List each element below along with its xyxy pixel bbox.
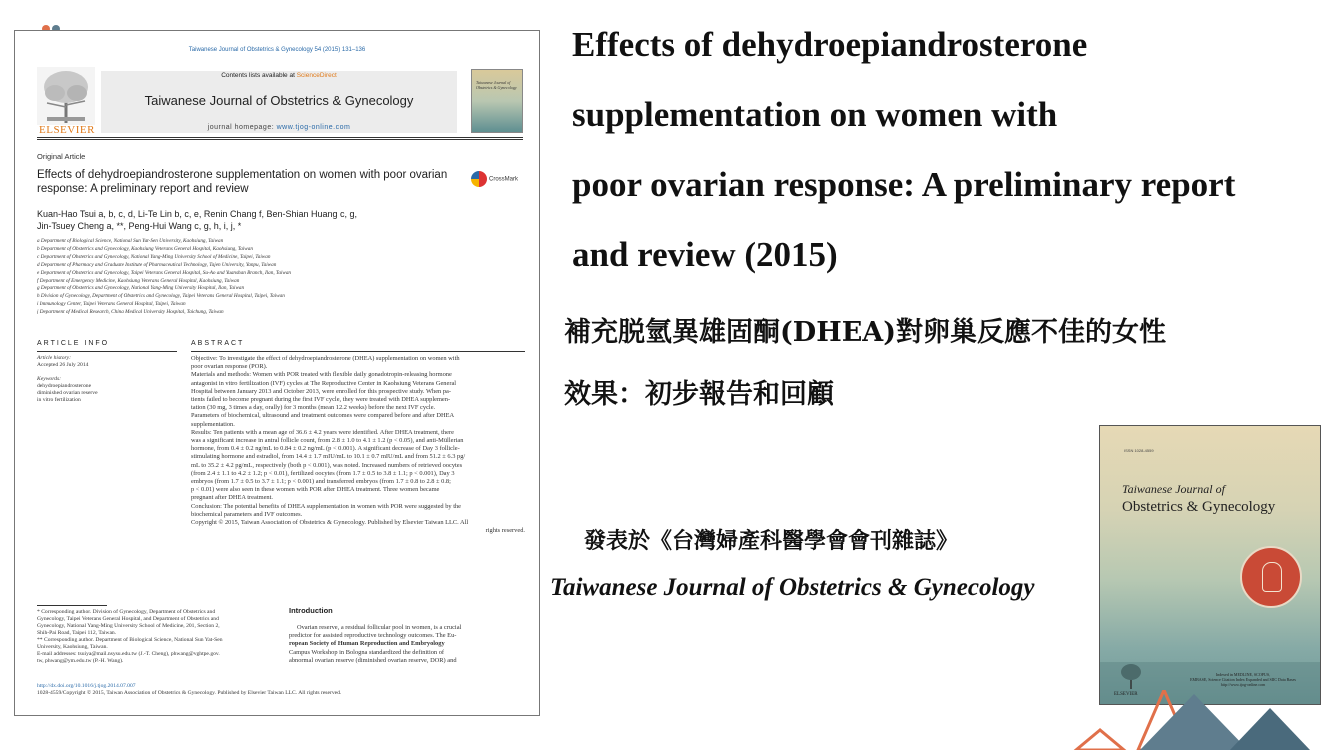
slide-title-english: [572, 10, 1322, 290]
abstract-line: embryos (from 1.7 ± 0.5 to 3.7 ± 1.1; p < 0.001) and transferred embryos (from 1.7 ± 0.8 to 2.8 ± 0.8;: [191, 478, 451, 486]
affiliation: j Department of Medical Research, China Medical University Hospital, Taichung, Taiwan: [37, 309, 224, 316]
affiliation: f Department of Emergency Medicine, Kaohsiung Veterans General Hospital, Kaohsiung, Taiwan: [37, 277, 240, 284]
abstract-line: pregnant after DHEA treatment.: [191, 494, 273, 502]
abstract-line: Conclusion: The potential benefits of DHEA supplementation in women with POR were suggested by the: [191, 502, 462, 510]
abstract-line: Hospital between January 2013 and October 2013, were enrolled for this prospective study. When pa-: [191, 387, 451, 395]
article-type: Original Article: [37, 152, 86, 161]
paper-first-page: [14, 30, 540, 716]
footnote-line: E-mail addresses: tsuiya@mail.nsysu.edu.tw (J.-T. Cheng), phwang@vghtpe.gov.: [37, 651, 220, 657]
abstract-line: tients failed to become pregnant during the first IVF cycle, they were treated with DHEA supplemen-: [191, 396, 451, 404]
abstract-line: Parameters of biochemical, ultrasound and treatment outcomes were compared before and after DHEA: [191, 412, 455, 420]
intro-line: Campus Workshop in Bologna standardized the definition of: [289, 648, 445, 656]
info-line: diminished ovarian reserve: [37, 390, 98, 396]
indexed-line: EMBASE, Science Citation Index Expanded and SIIC Data Bases: [1190, 677, 1296, 682]
cover-indexed-text: [1168, 672, 1318, 687]
affiliations: [37, 238, 517, 317]
footnote-line: Gynecology, National Yang-Ming University School of Medicine, 201, Section 2,: [37, 623, 220, 629]
title-line: and review (2015): [572, 235, 838, 274]
cover-title: [1122, 482, 1312, 516]
footnote-rule: [37, 605, 107, 606]
abstract-line: stimulating hormone and estradiol, from 14.4 ± 1.7 mIU/mL to 10.1 ± 0.7 mIU/mL and from 51.2 ± 6.3 pg/: [191, 453, 466, 461]
abstract-line: tation (30 mg, 3 times a day, orally) for 3 months (mean 12.2 weeks) before the next IVF cycle.: [191, 404, 436, 412]
affiliation: c Department of Obstetrics and Gynecology, National Yang-Ming University School of Medicine, Taipei, Taiwan: [37, 253, 271, 260]
homepage-prefix: journal homepage:: [207, 124, 277, 131]
abstract-line: Results: Ten patients with a mean age of 36.6 ± 4.2 years were identified. After DHEA treatment, there: [191, 428, 454, 436]
title-line: poor ovarian response: A preliminary report: [572, 165, 1236, 204]
abstract-line: mL to 35.2 ± 4.2 pg/mL, respectively (both p < 0.001), was noted. Increased numbers of retrieved oocytes: [191, 461, 463, 469]
affiliation: d Department of Pharmacy and Graduate Institute of Pharmaceutical Technology, Tajen University, Yanpu, Taiwan: [37, 261, 277, 268]
elsevier-wordmark: ELSEVIER: [39, 124, 95, 136]
author-list: [37, 208, 457, 232]
copyright-line: rights reserved.: [485, 527, 525, 535]
footnote-line: University, Kaohsiung, Taiwan.: [37, 644, 108, 650]
intro-line: Ovarian reserve, a residual follicular pool in women, is a crucial: [297, 624, 462, 631]
introduction-heading: Introduction: [289, 606, 333, 615]
authors-line: Kuan-Hao Tsui a, b, c, d, Li-Te Lin b, c, e, Renin Chang f, Ben-Shian Huang c, g,: [37, 209, 358, 219]
info-line: [37, 369, 169, 376]
affiliation: h Division of Gynecology, Department of Obstetrics and Gynecology, Taipei Veterans General Hospital, Taipei, Taiwan: [37, 293, 285, 300]
footnote-line: * Corresponding author. Division of Gynecology, Department of Obstetrics and: [37, 609, 216, 615]
corresponding-footnotes: [37, 609, 277, 665]
journal-title: Taiwanese Journal of Obstetrics & Gynecology: [144, 93, 414, 108]
triangle-decoration: [1060, 690, 1334, 750]
masthead-rule: [37, 137, 523, 138]
elsevier-tree-icon: [1118, 662, 1144, 690]
contents-prefix: Contents lists available at: [221, 72, 297, 79]
homepage-link[interactable]: www.tjog-online.com: [276, 124, 351, 131]
elsevier-tree-logo: [37, 67, 95, 125]
footnote-line: ** Corresponding author. Department of Biological Science, National Sun Yat-Sen: [37, 637, 223, 643]
journal-masthead: [37, 67, 457, 135]
cover-title-line: Taiwanese Journal of: [1122, 482, 1225, 496]
doi-copyright: 1028-4559/Copyright © 2015, Taiwan Association of Obstetrics & Gynecology. Published by Elsevier Taiwan LLC. All rights reserved.: [37, 690, 342, 696]
journal-reference: Taiwanese Journal of Obstetrics & Gynecology 54 (2015) 131–136: [188, 47, 366, 53]
published-in-english: Taiwanese Journal of Obstetrics & Gynecology: [550, 574, 1035, 601]
published-in-chinese: 發表於《台灣婦產科醫學會會刊雜誌》: [584, 528, 959, 554]
intro-line: predictor for assisted reproductive technology outcomes. The Eu-: [289, 632, 457, 640]
abstract-line: Materials and methods: Women with POR treated with flexible daily gonadotropin-releasing hormone: [191, 371, 452, 379]
sciencedirect-link[interactable]: ScienceDirect: [296, 72, 337, 79]
doi-link[interactable]: http://dx.doi.org/10.1016/j.tjog.2014.07.007: [37, 683, 136, 689]
abstract-line: antagonist in vitro fertilization (IVF) cycles at The Reproductive Center in Kaohsiung Veterans General: [191, 379, 457, 387]
abstract-line: p < 0.01) were also seen in these women with POR after DHEA treatment. Three women became: [191, 486, 440, 494]
association-seal-icon: [1240, 546, 1302, 608]
affiliation: b Department of Obstetrics and Gynecology, Kaohsiung Veterans General Hospital, Kaohsiung, Taiwan: [37, 245, 253, 252]
affiliation: g Department of Obstetrics and Gynecology, National Yang-Ming University Hospital, Ilan, Taiwan: [37, 285, 245, 292]
info-line: Keywords:: [37, 376, 62, 382]
mini-cover-title: Taiwanese Journal of Obstetrics & Gynecology: [476, 80, 517, 90]
title-line: Effects of dehydroepiandrosterone: [572, 25, 1088, 64]
abstract-line: (from 2.4 ± 1.1 to 4.2 ± 1.2; p < 0.01), fertilized oocytes (from 1.7 ± 0.5 to 3.8 ± 1.1; p < 0.001), Day 3: [191, 469, 455, 477]
footnote-line: Shih-Pai Road, Taipei 112, Taiwan.: [37, 630, 117, 636]
abstract-line: was a significant increase in antral follicle count, from 2.8 ± 1.0 to 4.1 ± 1.2 (p < 0.05), and anti-Müllerian: [191, 437, 464, 445]
abstract-line: poor ovarian response (POR).: [191, 363, 268, 371]
footnote-line: Gynecology, Taipei Veterans General Hospital, and Department of Obstetrics and: [37, 616, 219, 622]
crossmark-label: CrossMark: [489, 176, 519, 183]
introduction-body: [289, 624, 525, 665]
abstract-body: [191, 355, 525, 535]
footnote-line: tw, phwang@ym.edu.tw (P.-H. Wang).: [37, 658, 124, 664]
crossmark-icon: [471, 171, 487, 187]
cover-publisher: ELSEVIER: [1114, 692, 1138, 697]
journal-cover: [1099, 425, 1321, 705]
info-line: Accepted 26 July 2014: [37, 362, 89, 368]
cover-title-line: Obstetrics & Gynecology: [1122, 499, 1276, 515]
abstract-line: biochemical parameters and IVF outcomes.: [191, 510, 303, 518]
authors-line: Jin-Tsuey Cheng a, **, Peng-Hui Wang c, g, h, i, j, *: [37, 221, 242, 231]
abstract-line: supplementation.: [191, 420, 235, 428]
intro-line: ropean Society of Human Reproduction and Embryology: [289, 640, 445, 648]
title-line-zh: 補充脱氫異雄固酮(DHEA)對卵巢反應不佳的女性: [564, 317, 1167, 348]
intro-line: abnormal ovarian reserve (diminished ovarian reserve, DOR) and: [289, 656, 457, 664]
indexed-line: Indexed in MEDLINE, SCOPUS,: [1215, 672, 1271, 677]
affiliation: a Department of Biological Science, National Sun Yat-Sen University, Kaohsiung, Taiwan: [37, 238, 224, 244]
article-info: [37, 355, 169, 404]
title-line-zh: 效果：初步報告和回顧: [564, 379, 834, 410]
journal-homepage: [101, 124, 457, 131]
info-rule: [37, 351, 177, 352]
mini-journal-cover: [471, 69, 523, 133]
crossmark-badge[interactable]: [471, 171, 518, 187]
contents-line: [101, 72, 457, 79]
copyright-line: Copyright © 2015, Taiwan Association of Obstetrics & Gynecology. Published by Elsevier Taiwan LLC. All: [191, 519, 469, 527]
masthead-box: [101, 71, 457, 133]
info-line: dehydroepiandrosterone: [37, 383, 92, 389]
info-line: in vitro fertilization: [37, 397, 81, 403]
info-line: Article history:: [37, 355, 72, 361]
affiliation: i Immunology Center, Taipei Veterans General Hospital, Taipei, Taiwan: [37, 301, 186, 308]
article-title: Effects of dehydroepiandrosterone supplementation on women with poor ovarian response: A preliminary report and review: [37, 169, 448, 195]
doi-block: [37, 683, 523, 697]
abstract-rule: [191, 351, 525, 352]
affiliation: e Department of Obstetrics and Gynecology, Taipei Veterans General Hospital, Su-Ao and Yuanshan Branch, Ilan, Taiwan: [37, 269, 292, 276]
abstract-line: Objective: To investigate the effect of dehydroepiandrosterone (DHEA) supplementation on women with: [191, 355, 460, 362]
title-line: supplementation on women with: [572, 95, 1058, 134]
cover-issn: ISSN 1028-4559: [1124, 448, 1154, 453]
masthead-rule-2: [37, 139, 523, 140]
slide-title-chinese: [564, 302, 1304, 426]
abstract-heading: ABSTRACT: [191, 340, 245, 347]
article-info-heading: ARTICLE INFO: [37, 340, 110, 347]
cover-url: http://www.tjog-online.com: [1220, 682, 1266, 687]
abstract-line: hormone, from 0.4 ± 0.2 ng/mL to 0.84 ± 0.2 ng/mL (p < 0.001). A significant decrease of Day 3 follicle-: [191, 445, 460, 453]
